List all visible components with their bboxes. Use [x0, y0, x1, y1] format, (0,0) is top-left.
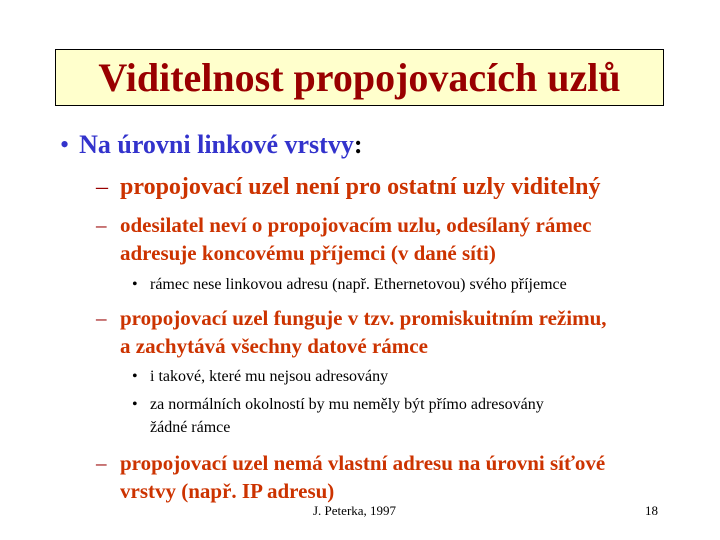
- list-item-1-line1: odesilatel neví o propojovacím uzlu, odesílaný rámec: [120, 213, 592, 237]
- level1-text: Na úrovni linkové vrstvy: [79, 130, 354, 159]
- list-item-2-line1: propojovací uzel funguje v tzv. promiskuitním režimu,: [120, 306, 607, 330]
- list-item-0: propojovací uzel není pro ostatní uzly viditelný: [120, 174, 601, 200]
- sub-item-2-1-line2: žádné rámce: [150, 419, 231, 436]
- dash-icon: –: [96, 213, 107, 237]
- list-item-3-line1: propojovací uzel nemá vlastní adresu na úrovni síťové: [120, 451, 606, 475]
- bullet-icon: •: [132, 368, 138, 385]
- sub-item-1-0-text: rámec nese linkovou adresu (např. Ethernetovou) svého příjemce: [150, 276, 567, 293]
- slide-title: Viditelnost propojovacích uzlů: [98, 54, 621, 100]
- bullet-icon: •: [132, 276, 138, 293]
- dash-icon: –: [96, 451, 107, 475]
- dash-icon: –: [96, 174, 108, 200]
- dash-icon: –: [96, 306, 107, 330]
- bullet-icon: •: [132, 396, 138, 413]
- level1-item: [60, 130, 363, 160]
- list-item-3-line2: vrstvy (např. IP adresu): [120, 479, 335, 503]
- list-item-2-line2: a zachytává všechny datové rámce: [120, 334, 428, 358]
- list-item-1-line2: adresuje koncovému příjemci (v dané síti): [120, 241, 496, 265]
- title-box: [55, 49, 664, 106]
- footer-author: J. Peterka, 1997: [313, 503, 397, 518]
- level1-colon: :: [353, 130, 363, 159]
- page-number: 18: [645, 503, 658, 518]
- bullet-icon: •: [60, 130, 70, 159]
- sub-item-2-1-line1: za normálních okolností by mu neměly být přímo adresovány: [150, 396, 544, 413]
- sub-item-2-0-text: i takové, které mu nejsou adresovány: [150, 368, 389, 385]
